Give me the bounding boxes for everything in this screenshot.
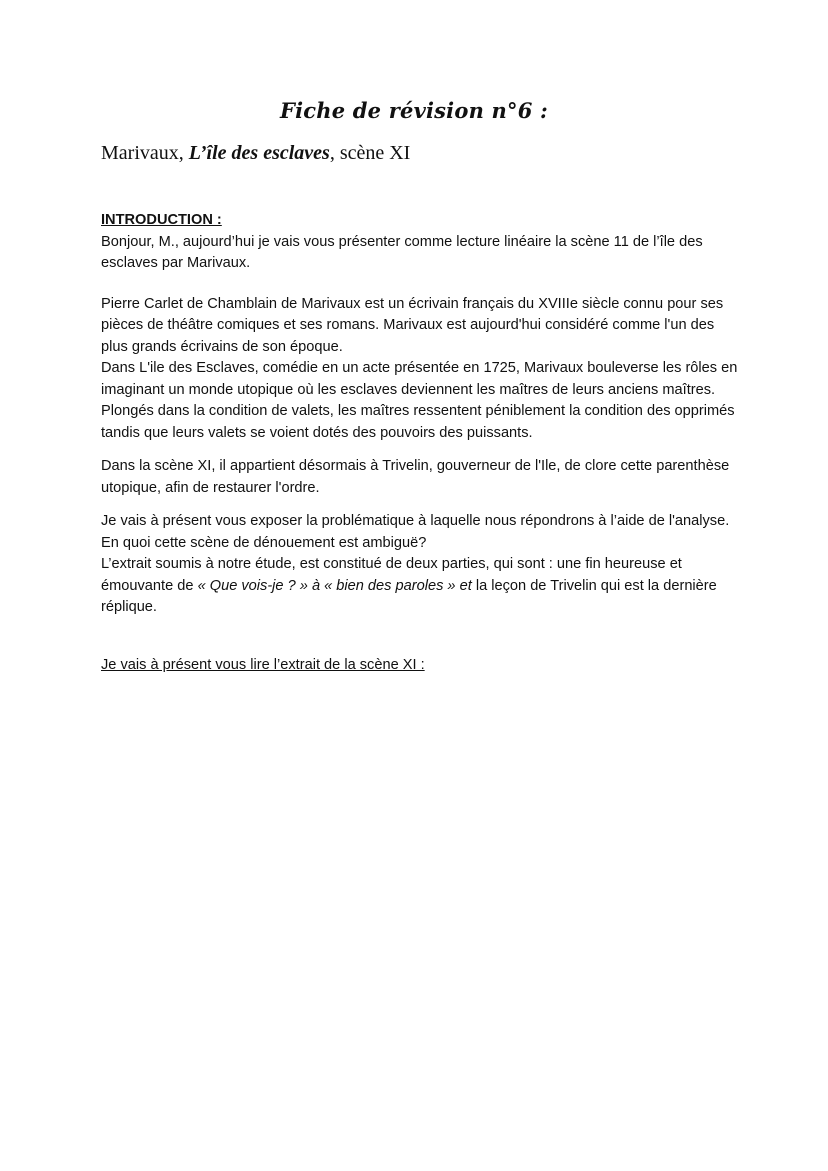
paragraph-greeting: Bonjour, M., aujourd’hui je vais vous présenter comme lecture linéaire la scène 11 de l’île des esclaves par Marivaux. xyxy=(101,233,703,271)
introduction-section xyxy=(101,210,741,676)
structure-quote: « Que vois-je ? » à « bien des paroles » et xyxy=(197,577,472,594)
structure-text-end: la leçon de Trivelin qui est la dernière réplique. xyxy=(101,577,717,615)
page-title: Fiche de révision n°6 : xyxy=(279,98,548,123)
subtitle-scene: , scène XI xyxy=(329,142,411,164)
paragraph-work-context: Dans L'ile des Esclaves, comédie en un acte présentée en 1725, Marivaux bouleverse les rôles en imaginant un monde utopique où les esclaves deviennent les maîtres de leurs anciens maîtres. Plongés dans la condition de valets, les maîtres ressentent péniblement la condition des opprimés tandis que leurs valets se voient dotés des pouvoirs des puissants. xyxy=(101,360,738,441)
paragraph-scene: Dans la scène XI, il appartient désormais à Trivelin, gouverneur de l'Ile, de clore cette parenthèse utopique, afin de restaurer l'ordre. xyxy=(101,458,730,496)
work-subtitle xyxy=(101,142,410,165)
paragraph-problematic: Je vais à présent vous exposer la problématique à laquelle nous répondrons à l’aide de l'analyse. En quoi cette scène de dénouement est ambiguë? xyxy=(101,513,730,551)
subtitle-work-title: L’île des esclaves xyxy=(188,142,330,164)
structure-text-start: L’extrait soumis à notre étude, est constitué de deux parties, qui sont : une fin heureuse et émouvante de xyxy=(101,556,682,594)
subtitle-author: Marivaux, xyxy=(101,142,189,164)
paragraph-structure xyxy=(101,554,741,619)
section-heading: INTRODUCTION : xyxy=(101,212,222,228)
closing-line: Je vais à présent vous lire l’extrait de la scène XI : xyxy=(101,656,425,673)
paragraph-author: Pierre Carlet de Chamblain de Marivaux est un écrivain français du XVIIIe siècle connu pour ses pièces de théâtre comiques et ses romans. Marivaux est aujourd'hui considéré comme l'un des plus grands écrivains de son époque. xyxy=(101,295,724,355)
